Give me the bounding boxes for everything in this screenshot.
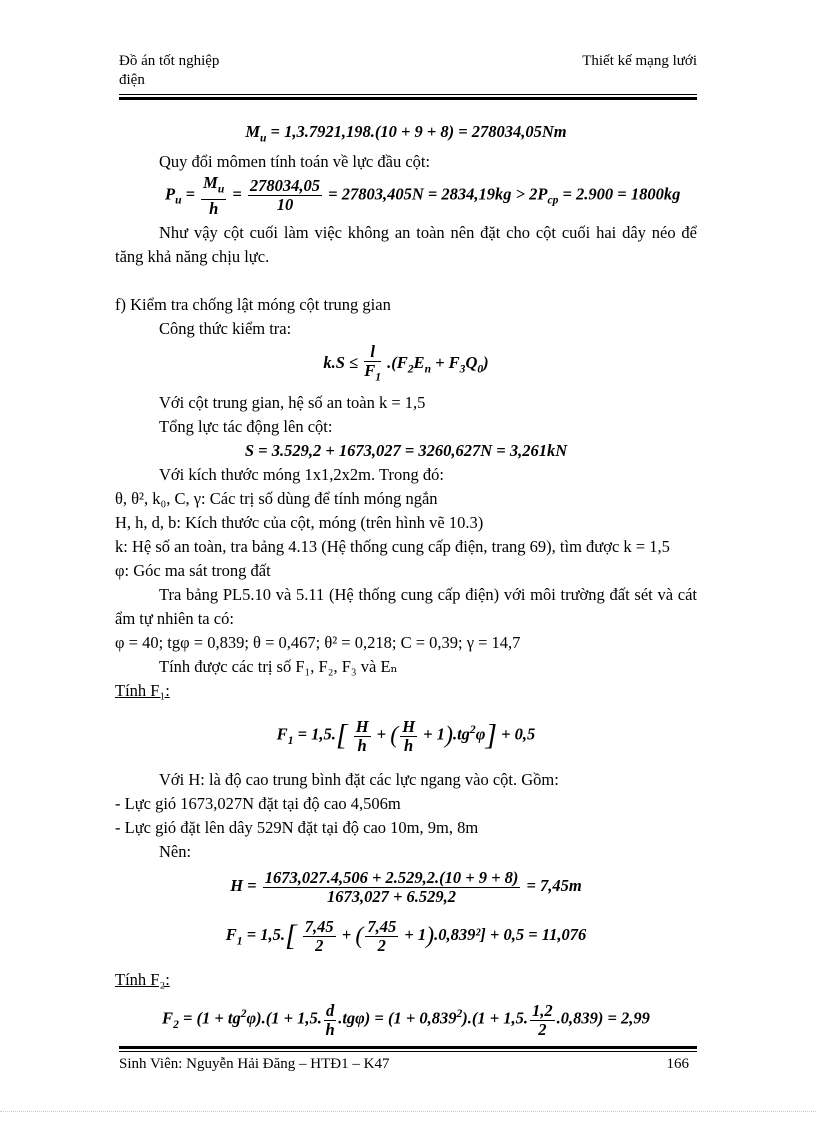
text-phi: φ: Góc ma sát trong đất: [115, 561, 271, 581]
text-theta: θ, θ², k₀, C, γ: Các trị số dùng để tính móng ngắn: [115, 489, 438, 509]
text-voi-h: Với H: là độ cao trung bình đặt các lực ngang vào cột. Gồm:: [159, 770, 559, 790]
header-left: [119, 52, 219, 90]
header-doc-title-cont: điện: [119, 72, 145, 88]
equation-f1: $F_1 = 1,5$.[ $\frac{H}{h}$ + ( $\frac{H}{h}$ + $1).tg^2\varphi] + 0,5$: [276, 716, 536, 755]
text-cong-thuc: Công thức kiểm tra:: [159, 319, 292, 339]
text-h-dims: H, h, d, b: Kích thước của cột, móng (trên hình vẽ 10.3): [115, 513, 484, 533]
text-luc-gio-2: - Lực gió đặt lên dây 529N đặt tại độ cao 10m, 9m, 8m: [115, 818, 479, 838]
text-nhu-vay: Như vậy cột cuối làm việc không an toàn nên đặt cho cột cuối hai dây néo để tăng khả năng chịu lực.: [115, 223, 697, 267]
equation-f2: $F_2 = (1 + tg^2\varphi).(1 + 1,5$. $\frac{d}{h}$ $.tg\varphi) = (1 + 0,839^2).(1 + 1,5$. $\frac{1,2}{2}$ .0,839) = 2,99: [162, 1000, 650, 1039]
equation-ks: k.S ≤ $\frac{l}{F_1}$ $.(F_2E_n + F_3Q_0)$: [323, 341, 489, 383]
page-body: [115, 120, 697, 1047]
equation-mu: $M_u = 1,3.7921,198.(10 + 9 + 8) = 278034,05Nm$: [245, 122, 567, 145]
text-kich-thuoc: Với kích thước móng 1x1,2x2m. Trong đó:: [159, 465, 444, 485]
page-edge-divider: [0, 1111, 816, 1112]
header-rule: [119, 94, 697, 100]
text-luc-gio-1: - Lực gió 1673,027N đặt tại độ cao 4,506m: [115, 794, 401, 814]
page-number: 166: [666, 1056, 689, 1072]
text-voi-cot: Với cột trung gian, hệ số an toàn k = 1,5: [159, 393, 426, 413]
header-doc-title: Đồ án tốt nghiệp: [119, 53, 220, 69]
header-topic: Thiết kế mạng lưới: [582, 53, 697, 69]
text-tinh-duoc: Tính được các trị số F₁, F₂, F₃ và Eₙ: [159, 657, 398, 677]
section-heading-f: f) Kiểm tra chống lật móng cột trung gian: [115, 295, 391, 315]
heading-tinh-f1: Tính F₁:: [115, 681, 170, 701]
text-k: k: Hệ số an toàn, tra bảng 4.13 (Hệ thống cung cấp điện, trang 69), tìm được k = 1,5: [115, 537, 670, 557]
footer-rule: [119, 1046, 697, 1052]
text-quy-doi: Quy đổi mômen tính toán về lực đầu cột:: [159, 152, 431, 172]
text-tong-luc: Tổng lực tác động lên cột:: [159, 417, 333, 437]
text-values: φ = 40; tgφ = 0,839; θ = 0,467; θ² = 0,218; C = 0,39; γ = 14,7: [115, 633, 521, 653]
text-tra-bang: Tra bảng PL5.10 và 5.11 (Hệ thống cung cấp điện) với môi trường đất sét và cát ẩm tự nhiên ta có:: [115, 585, 697, 629]
footer-author: Sinh Viên: Nguyễn Hải Đăng – HTĐ1 – K47: [119, 1056, 390, 1072]
text-nen: Nên:: [159, 842, 192, 862]
equation-f1-value: $F_1 = 1,5$.[ $\frac{7,45}{2}$ + ( $\frac{7,45}{2}$ + 1).0,839²] + 0,5 = 11,076: [225, 916, 587, 955]
equation-s: S = 3.529,2 + 1673,027 = 3260,627N = 3,261kN: [244, 441, 568, 461]
heading-tinh-f2: Tính F₂:: [115, 970, 170, 990]
equation-h: H = $\frac{1673,027.4,506 + 2.529,2.(10 + 9 + 8)}{1673,027 + 6.529,2}$ = 7,45m: [230, 867, 582, 906]
equation-pu: $P_u$ = $\frac{M_u}{h}$ = $\frac{278034,05}{10}$ = $27803,405N = 2834,19kg > 2P_{cp} = 2.900 = 1800kg$: [165, 173, 681, 218]
